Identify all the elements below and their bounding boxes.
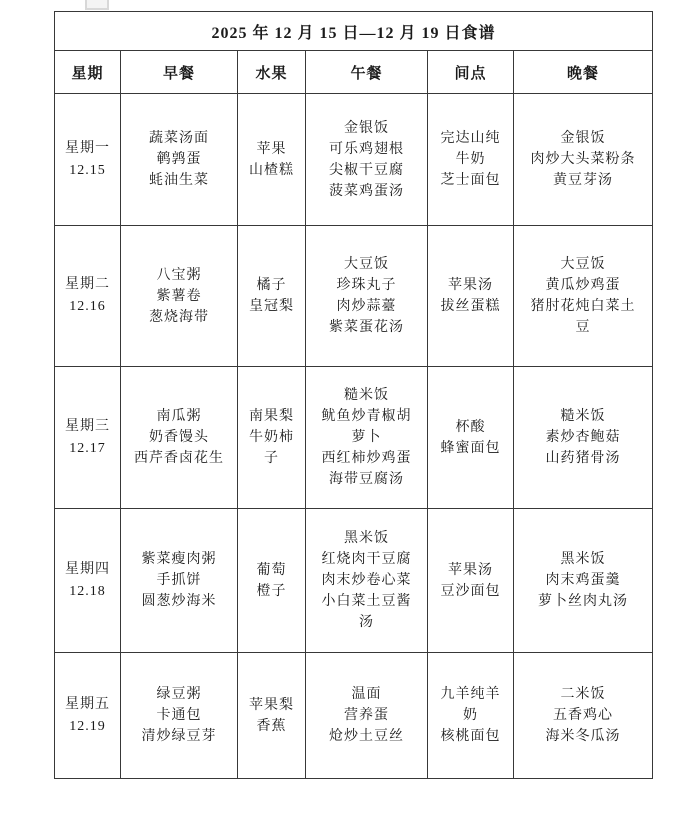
header-day: 星期: [55, 51, 121, 94]
meal-item: 山楂糕: [249, 162, 294, 178]
meal-item: 金银饭: [344, 120, 389, 136]
meal-item: 大豆饭: [344, 257, 389, 272]
meal-item: 尖椒干豆腐: [329, 162, 404, 178]
fruit-cell: [238, 226, 306, 367]
snack-cell: [428, 367, 514, 509]
meal-item: 苹果汤: [448, 562, 493, 578]
meal-item: 蜂蜜面包: [440, 440, 501, 456]
dinner-cell: [514, 94, 653, 226]
meal-item: 绿豆粥: [156, 687, 202, 702]
snack-cell: [428, 94, 514, 226]
lunch-cell: [306, 653, 428, 779]
meal-item: 蔬菜汤面: [149, 131, 209, 146]
menu-row: [55, 653, 653, 779]
dinner-cell: [514, 367, 653, 509]
meal-item: 糙米饭: [560, 409, 606, 424]
meal-item: 卡通包: [156, 708, 202, 723]
meal-item: 小白菜土豆酱汤: [321, 594, 412, 630]
fruit-cell: [238, 367, 306, 509]
lunch-cell: [306, 226, 428, 367]
meal-item: 牛奶柿子: [249, 430, 294, 466]
meal-item: 素炒杏鲍菇: [545, 430, 621, 445]
meal-item: 香蕉: [256, 718, 287, 734]
meal-item: 大豆饭: [560, 257, 606, 272]
meal-item: 奶香馒头: [149, 430, 209, 445]
header-lunch: 午餐: [306, 51, 428, 94]
meal-item: 菠菜鸡蛋汤: [329, 183, 404, 199]
meal-item: 肉炒大头菜粉条: [530, 152, 636, 167]
meal-item: 温面: [351, 687, 382, 702]
date-label: 12.15: [69, 162, 106, 178]
fruit-cell: [238, 94, 306, 226]
breakfast-cell: [121, 94, 238, 226]
day-label: 星期四: [65, 561, 110, 577]
lunch-cell: [306, 509, 428, 653]
day-cell: [55, 509, 121, 653]
meal-item: 海带豆腐汤: [329, 472, 404, 487]
meal-item: 清炒绿豆芽: [141, 729, 217, 744]
breakfast-cell: [121, 653, 238, 779]
title-row: [55, 12, 653, 51]
meal-item: 肉末鸡蛋羹: [545, 573, 621, 588]
meal-item: 红烧肉干豆腐: [321, 552, 412, 567]
meal-item: 九羊纯羊奶: [440, 687, 501, 723]
meal-item: 萝卜丝肉丸汤: [538, 594, 629, 609]
meal-item: 橙子: [256, 583, 287, 599]
meal-item: 可乐鸡翅根: [329, 141, 404, 157]
meal-item: 八宝粥: [156, 267, 202, 283]
meal-item: 南果梨: [249, 409, 294, 424]
menu-row: [55, 94, 653, 226]
meal-item: 营养蛋: [344, 708, 389, 723]
meal-item: 橘子: [256, 278, 287, 293]
meal-item: 完达山纯牛奶: [440, 131, 501, 167]
header-fruit: 水果: [238, 51, 306, 94]
meal-item: 黄瓜炒鸡蛋: [545, 278, 621, 293]
header-dinner: 晚餐: [514, 51, 653, 94]
meal-item: 芝士面包: [440, 173, 501, 188]
meal-item: 二米饭: [560, 687, 606, 702]
meal-item: 猪肘花炖白菜土豆: [530, 299, 636, 335]
meal-item: 苹果: [256, 141, 287, 157]
dinner-cell: [514, 509, 653, 653]
meal-item: 鹌鹑蛋: [156, 152, 202, 167]
meal-item: 黄豆芽汤: [553, 173, 614, 188]
meal-item: 紫菜瘦肉粥: [141, 552, 217, 567]
meal-item: 杯酸: [455, 419, 486, 435]
meal-item: 五香鸡心: [553, 708, 614, 723]
meal-item: 肉炒蒜薹: [336, 299, 397, 314]
date-label: 12.16: [69, 299, 106, 314]
meal-item: 西红柿炒鸡蛋: [321, 451, 412, 466]
day-cell: [55, 226, 121, 367]
meal-item: 核桃面包: [440, 729, 501, 744]
meal-item: 西芹香卤花生: [134, 451, 224, 466]
meal-item: 葱烧海带: [149, 309, 209, 325]
meal-item: 鱿鱼炒青椒胡萝卜: [321, 409, 412, 445]
snack-cell: [428, 226, 514, 367]
breakfast-cell: [121, 509, 238, 653]
meal-item: 海米冬瓜汤: [545, 729, 621, 744]
menu-row: [55, 226, 653, 367]
meal-item: 金银饭: [560, 131, 606, 146]
meal-item: 珍珠丸子: [336, 278, 397, 293]
meal-item: 皇冠梨: [249, 299, 294, 314]
date-label: 12.17: [69, 440, 106, 456]
menu-row: [55, 367, 653, 509]
header-snack: 间点: [428, 51, 514, 94]
meal-item: 紫薯卷: [156, 288, 202, 304]
meal-item: 葡萄: [256, 562, 287, 578]
day-cell: [55, 367, 121, 509]
meal-item: 南瓜粥: [156, 409, 202, 424]
dinner-cell: [514, 226, 653, 367]
day-cell: [55, 653, 121, 779]
meal-item: 山药猪骨汤: [545, 451, 621, 466]
menu-table: [54, 11, 653, 779]
fruit-cell: [238, 653, 306, 779]
meal-item: 糙米饭: [344, 388, 389, 403]
date-label: 12.18: [69, 583, 106, 599]
day-cell: [55, 94, 121, 226]
meal-item: 苹果汤: [448, 278, 493, 293]
breakfast-cell: [121, 226, 238, 367]
dinner-cell: [514, 653, 653, 779]
day-label: 星期二: [65, 277, 110, 292]
meal-item: 肉末炒卷心菜: [321, 573, 412, 588]
lunch-cell: [306, 94, 428, 226]
meal-item: 黑米饭: [560, 552, 606, 567]
cropped-window-artifact: [85, 0, 109, 10]
meal-item: 蚝油生菜: [149, 173, 209, 188]
fruit-cell: [238, 509, 306, 653]
meal-item: 炝炒土豆丝: [329, 729, 404, 744]
meal-item: 苹果梨: [249, 697, 294, 713]
snack-cell: [428, 509, 514, 653]
meal-item: 豆沙面包: [440, 583, 501, 599]
meal-item: 圆葱炒海米: [141, 594, 217, 609]
menu-title: 2025 年 12 月 15 日—12 月 19 日食谱: [55, 12, 653, 51]
header-breakfast: 早餐: [121, 51, 238, 94]
meal-item: 手抓饼: [156, 573, 202, 588]
header-row: [55, 51, 653, 94]
meal-item: 黑米饭: [344, 531, 389, 546]
lunch-cell: [306, 367, 428, 509]
date-label: 12.19: [69, 718, 106, 734]
menu-table-body: [55, 94, 653, 779]
snack-cell: [428, 653, 514, 779]
day-label: 星期一: [65, 140, 110, 156]
day-label: 星期五: [65, 696, 110, 712]
breakfast-cell: [121, 367, 238, 509]
meal-item: 拔丝蛋糕: [440, 299, 501, 314]
meal-item: 紫菜蛋花汤: [329, 320, 404, 335]
day-label: 星期三: [65, 418, 110, 434]
menu-row: [55, 509, 653, 653]
